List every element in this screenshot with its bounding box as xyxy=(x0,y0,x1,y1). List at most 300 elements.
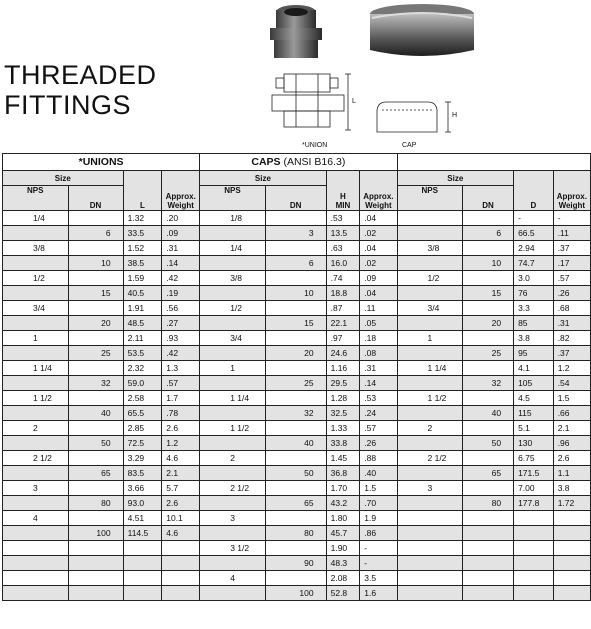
table-cell xyxy=(3,556,69,571)
table-cell: .11 xyxy=(360,301,397,316)
table-cell xyxy=(397,286,463,301)
table-cell: - xyxy=(553,211,590,226)
table-row xyxy=(3,406,591,421)
table-row xyxy=(3,286,591,301)
table-cell xyxy=(265,301,326,316)
page-title xyxy=(4,60,157,120)
table-cell: 48.3 xyxy=(326,556,360,571)
table-cell xyxy=(553,586,590,601)
table-cell: 1.91 xyxy=(123,301,162,316)
table-row xyxy=(3,226,591,241)
table-row xyxy=(3,541,591,556)
fittings-table xyxy=(2,153,591,601)
table-cell: .68 xyxy=(553,301,590,316)
table-cell: 33.5 xyxy=(123,226,162,241)
table-cell: 3.8 xyxy=(514,331,554,346)
table-cell xyxy=(123,571,162,586)
table-cell xyxy=(68,361,123,376)
table-cell: 20 xyxy=(463,316,514,331)
table-cell: .37 xyxy=(553,241,590,256)
union-drawing xyxy=(272,74,351,130)
table-cell: .04 xyxy=(360,211,397,226)
table-row xyxy=(3,241,591,256)
table-cell: 3 xyxy=(397,481,463,496)
table-cell: 1.90 xyxy=(326,541,360,556)
table-cell: 6 xyxy=(463,226,514,241)
table-cell: 52.8 xyxy=(326,586,360,601)
table-cell xyxy=(3,376,69,391)
table-cell xyxy=(162,556,200,571)
table-cell xyxy=(200,256,266,271)
table-cell: 83.5 xyxy=(123,466,162,481)
table-cell: 93.0 xyxy=(123,496,162,511)
table-cell: 3/8 xyxy=(397,241,463,256)
table-cell xyxy=(200,526,266,541)
table-cell xyxy=(463,301,514,316)
table-cell: 1.16 xyxy=(326,361,360,376)
table-row xyxy=(3,571,591,586)
table-cell: .09 xyxy=(360,271,397,286)
table-row xyxy=(3,466,591,481)
table-cell: .96 xyxy=(553,436,590,451)
table-cell: 32 xyxy=(463,376,514,391)
table-cell xyxy=(200,556,266,571)
table-cell: 40.5 xyxy=(123,286,162,301)
table-cell: 2 1/2 xyxy=(3,451,69,466)
table-cell: 43.2 xyxy=(326,496,360,511)
table-cell: 1.45 xyxy=(326,451,360,466)
table-cell xyxy=(397,586,463,601)
union-caption: *UNION xyxy=(302,142,328,149)
table-cell xyxy=(200,346,266,361)
table-cell: 4 xyxy=(3,511,69,526)
table-cell: 4.1 xyxy=(514,361,554,376)
table-row xyxy=(3,496,591,511)
table-cell: 50 xyxy=(68,436,123,451)
table-cell xyxy=(397,211,463,226)
table-cell xyxy=(68,331,123,346)
table-cell: .97 xyxy=(326,331,360,346)
union-photo xyxy=(270,5,322,58)
table-cell: 2.1 xyxy=(162,466,200,481)
table-cell: 29.5 xyxy=(326,376,360,391)
table-row xyxy=(3,361,591,376)
table-cell: 65.5 xyxy=(123,406,162,421)
table-cell: .74 xyxy=(326,271,360,286)
table-cell: 40 xyxy=(68,406,123,421)
table-cell: 16.0 xyxy=(326,256,360,271)
title-line-1: THREADED xyxy=(4,60,157,90)
table-row xyxy=(3,331,591,346)
table-cell: 1/2 xyxy=(200,301,266,316)
table-cell: .02 xyxy=(360,226,397,241)
table-cell xyxy=(68,556,123,571)
table-cell: 130 xyxy=(514,436,554,451)
table-cell xyxy=(200,436,266,451)
table-cell xyxy=(200,466,266,481)
table-cell xyxy=(397,466,463,481)
table-cell: 1/4 xyxy=(200,241,266,256)
table-cell: 3/4 xyxy=(3,301,69,316)
table-cell xyxy=(265,361,326,376)
table-cell xyxy=(3,226,69,241)
table-cell: 40 xyxy=(463,406,514,421)
table-cell: .93 xyxy=(162,331,200,346)
table-row xyxy=(3,346,591,361)
cap-photo xyxy=(370,4,474,56)
table-cell: 3.29 xyxy=(123,451,162,466)
table-cell xyxy=(123,586,162,601)
table-cell xyxy=(123,556,162,571)
table-cell: 4.6 xyxy=(162,526,200,541)
table-cell: .40 xyxy=(360,466,397,481)
table-cell: 40 xyxy=(265,436,326,451)
table-cell: 1.5 xyxy=(553,391,590,406)
table-cell: 7.00 xyxy=(514,481,554,496)
table-cell: 1/8 xyxy=(200,211,266,226)
table-cell: 1/4 xyxy=(3,211,69,226)
table-cell xyxy=(3,571,69,586)
table-cell xyxy=(514,541,554,556)
table-cell: 45.7 xyxy=(326,526,360,541)
title-line-2: FITTINGS xyxy=(4,90,131,120)
table-cell: 59.0 xyxy=(123,376,162,391)
table-cell: 5.1 xyxy=(514,421,554,436)
table-cell xyxy=(463,331,514,346)
table-row xyxy=(3,211,591,226)
table-cell: 2.6 xyxy=(553,451,590,466)
table-cell: 6 xyxy=(265,256,326,271)
table-cell xyxy=(3,436,69,451)
table-cell xyxy=(397,376,463,391)
table-cell: 3.66 xyxy=(123,481,162,496)
table-cell: 1 xyxy=(3,331,69,346)
table-cell: .42 xyxy=(162,271,200,286)
table-cell xyxy=(200,286,266,301)
table-cell: 1/2 xyxy=(397,271,463,286)
l-header: L xyxy=(123,171,162,211)
table-cell xyxy=(397,541,463,556)
table-cell xyxy=(463,571,514,586)
table-cell: 1 1/4 xyxy=(200,391,266,406)
table-cell: 3.0 xyxy=(514,271,554,286)
table-cell: 32 xyxy=(265,406,326,421)
table-cell: 1 1/2 xyxy=(3,391,69,406)
table-cell: 1.70 xyxy=(326,481,360,496)
table-cell: 2.32 xyxy=(123,361,162,376)
table-cell: 20 xyxy=(68,316,123,331)
table-row xyxy=(3,526,591,541)
table-cell xyxy=(463,511,514,526)
table-cell xyxy=(3,496,69,511)
table-cell: .26 xyxy=(360,436,397,451)
table-cell: 48.5 xyxy=(123,316,162,331)
table-cell: 32 xyxy=(68,376,123,391)
table-cell: 2 xyxy=(3,421,69,436)
table-cell: .14 xyxy=(360,376,397,391)
table-row xyxy=(3,511,591,526)
table-cell xyxy=(3,586,69,601)
table-row xyxy=(3,316,591,331)
table-cell xyxy=(68,541,123,556)
table-cell xyxy=(463,541,514,556)
table-cell: .53 xyxy=(360,391,397,406)
table-cell: .42 xyxy=(162,346,200,361)
table-cell: 24.6 xyxy=(326,346,360,361)
table-cell: 1.32 xyxy=(123,211,162,226)
table-cell xyxy=(162,541,200,556)
table-cell: 2 xyxy=(397,421,463,436)
table-cell: 3.8 xyxy=(553,481,590,496)
table-cell: 1.1 xyxy=(553,466,590,481)
approx-weight-header: Approx. Weight xyxy=(162,171,200,211)
table-cell xyxy=(265,241,326,256)
dn-header: DN xyxy=(68,186,123,211)
table-cell: .88 xyxy=(360,451,397,466)
cap-caption: CAP xyxy=(402,142,417,149)
table-cell: 3 xyxy=(200,511,266,526)
table-cell: 3 xyxy=(265,226,326,241)
table-cell: .63 xyxy=(326,241,360,256)
table-cell xyxy=(68,481,123,496)
table-cell: .57 xyxy=(162,376,200,391)
table-cell xyxy=(68,511,123,526)
table-cell xyxy=(3,526,69,541)
table-cell: 2.08 xyxy=(326,571,360,586)
table-row xyxy=(3,256,591,271)
cap-drawing xyxy=(377,102,451,132)
table-cell xyxy=(3,286,69,301)
table-cell: 4.6 xyxy=(162,451,200,466)
table-cell: 10.1 xyxy=(162,511,200,526)
table-cell xyxy=(463,361,514,376)
table-cell: 25 xyxy=(265,376,326,391)
table-cell: 1.33 xyxy=(326,421,360,436)
table-cell xyxy=(3,466,69,481)
table-cell: 2 1/2 xyxy=(397,451,463,466)
table-cell: 38.5 xyxy=(123,256,162,271)
table-row xyxy=(3,301,591,316)
table-cell xyxy=(397,571,463,586)
table-cell: .31 xyxy=(360,361,397,376)
table-cell: 1 1/4 xyxy=(397,361,463,376)
table-cell xyxy=(397,256,463,271)
table-cell: 2.94 xyxy=(514,241,554,256)
table-cell: 1.2 xyxy=(553,361,590,376)
table-cell: 3/8 xyxy=(3,241,69,256)
table-cell: .20 xyxy=(162,211,200,226)
table-cell: 100 xyxy=(68,526,123,541)
table-cell: .04 xyxy=(360,241,397,256)
table-cell: 1.28 xyxy=(326,391,360,406)
table-cell xyxy=(68,211,123,226)
dim-l-label: L xyxy=(352,98,356,105)
table-row xyxy=(3,586,591,601)
table-cell: 2.85 xyxy=(123,421,162,436)
table-cell xyxy=(553,556,590,571)
table-cell xyxy=(463,241,514,256)
table-cell: 1.2 xyxy=(162,436,200,451)
table-cell xyxy=(553,511,590,526)
nps-header: NPS xyxy=(397,186,463,211)
table-cell xyxy=(3,346,69,361)
table-cell: .54 xyxy=(553,376,590,391)
table-cell xyxy=(3,406,69,421)
table-cell: 10 xyxy=(68,256,123,271)
table-cell: 1.3 xyxy=(162,361,200,376)
nps-header: NPS xyxy=(3,186,69,211)
dn-header: DN xyxy=(265,186,326,211)
table-cell: 1.72 xyxy=(553,496,590,511)
table-cell: 6 xyxy=(68,226,123,241)
table-cell xyxy=(68,421,123,436)
table-cell xyxy=(265,211,326,226)
table-cell: 1 1/2 xyxy=(200,421,266,436)
table-cell: 74.7 xyxy=(514,256,554,271)
table-cell: .09 xyxy=(162,226,200,241)
table-cell: 95 xyxy=(514,346,554,361)
table-cell xyxy=(463,556,514,571)
table-cell: .17 xyxy=(553,256,590,271)
table-cell xyxy=(514,586,554,601)
table-cell: 1 1/4 xyxy=(3,361,69,376)
table-cell: .08 xyxy=(360,346,397,361)
table-cell: 18.8 xyxy=(326,286,360,301)
table-cell xyxy=(397,526,463,541)
table-cell xyxy=(162,586,200,601)
table-cell xyxy=(265,481,326,496)
approx-weight-header: Approx. Weight xyxy=(553,171,590,211)
table-cell xyxy=(463,271,514,286)
table-cell xyxy=(514,556,554,571)
table-cell: 53.5 xyxy=(123,346,162,361)
table-cell: 15 xyxy=(265,316,326,331)
table-cell: .24 xyxy=(360,406,397,421)
table-cell: .86 xyxy=(360,526,397,541)
table-cell xyxy=(3,316,69,331)
table-cell: 90 xyxy=(265,556,326,571)
table-cell: .57 xyxy=(553,271,590,286)
table-cell xyxy=(68,391,123,406)
table-cell: 105 xyxy=(514,376,554,391)
table-cell: 5.7 xyxy=(162,481,200,496)
table-cell: .87 xyxy=(326,301,360,316)
table-cell xyxy=(463,481,514,496)
table-cell: 3/4 xyxy=(397,301,463,316)
table-cell: 100 xyxy=(265,586,326,601)
table-cell: 25 xyxy=(463,346,514,361)
table-cell: 3.3 xyxy=(514,301,554,316)
table-cell: 6.75 xyxy=(514,451,554,466)
table-cell: 2.6 xyxy=(162,421,200,436)
table-cell: - xyxy=(514,211,554,226)
table-row xyxy=(3,556,591,571)
table-cell xyxy=(68,451,123,466)
table-cell: .37 xyxy=(553,346,590,361)
table-cell: 3.5 xyxy=(360,571,397,586)
table-cell xyxy=(68,571,123,586)
size-header: Size xyxy=(200,171,326,186)
table-cell: 85 xyxy=(514,316,554,331)
table-cell xyxy=(397,511,463,526)
table-cell: 1.59 xyxy=(123,271,162,286)
unions-section-title: *UNIONS xyxy=(3,154,200,171)
table-row xyxy=(3,421,591,436)
nps-header: NPS xyxy=(200,186,266,211)
table-cell xyxy=(514,511,554,526)
table-cell xyxy=(265,391,326,406)
table-cell: 72.5 xyxy=(123,436,162,451)
table-cell xyxy=(463,451,514,466)
table-cell xyxy=(3,256,69,271)
table-cell xyxy=(123,541,162,556)
table-cell xyxy=(553,541,590,556)
table-cell: 2 1/2 xyxy=(200,481,266,496)
d-header: D xyxy=(514,171,554,211)
table-cell xyxy=(162,571,200,586)
table-cell: 33.8 xyxy=(326,436,360,451)
table-cell: 10 xyxy=(463,256,514,271)
table-cell: 1 xyxy=(397,331,463,346)
table-cell: 1.9 xyxy=(360,511,397,526)
table-cell: .78 xyxy=(162,406,200,421)
table-cell: 3 1/2 xyxy=(200,541,266,556)
table-row xyxy=(3,271,591,286)
table-cell xyxy=(463,391,514,406)
size-header: Size xyxy=(3,171,124,186)
table-cell: 80 xyxy=(463,496,514,511)
table-cell xyxy=(514,526,554,541)
table-cell: 65 xyxy=(265,496,326,511)
caps-section-title: CAPS (ANSI B16.3) xyxy=(200,154,397,171)
table-cell: .27 xyxy=(162,316,200,331)
table-cell: .11 xyxy=(553,226,590,241)
table-cell xyxy=(265,421,326,436)
table-cell xyxy=(265,571,326,586)
size-header: Size xyxy=(397,171,514,186)
h-min-header: H MIN xyxy=(326,171,360,211)
table-cell: 25 xyxy=(68,346,123,361)
table-cell: 66.5 xyxy=(514,226,554,241)
table-cell: 115 xyxy=(514,406,554,421)
table-cell xyxy=(463,421,514,436)
table-cell: 171.5 xyxy=(514,466,554,481)
table-cell: 1/2 xyxy=(3,271,69,286)
table-cell: 3/8 xyxy=(200,271,266,286)
table-cell: .31 xyxy=(553,316,590,331)
table-cell: .14 xyxy=(162,256,200,271)
table-cell: 32.5 xyxy=(326,406,360,421)
table-cell: 1.52 xyxy=(123,241,162,256)
table-cell xyxy=(68,586,123,601)
table-cell: .82 xyxy=(553,331,590,346)
table-cell: 10 xyxy=(265,286,326,301)
table-cell: 4 xyxy=(200,571,266,586)
table-cell xyxy=(397,346,463,361)
table-cell: .70 xyxy=(360,496,397,511)
table-cell: - xyxy=(360,541,397,556)
table-cell: 114.5 xyxy=(123,526,162,541)
table-row xyxy=(3,436,591,451)
table-cell xyxy=(265,541,326,556)
table-cell: 15 xyxy=(463,286,514,301)
table-cell: 76 xyxy=(514,286,554,301)
table-cell: 2.11 xyxy=(123,331,162,346)
table-row xyxy=(3,391,591,406)
table-cell: 65 xyxy=(463,466,514,481)
table-cell xyxy=(397,226,463,241)
table-cell: 50 xyxy=(265,466,326,481)
